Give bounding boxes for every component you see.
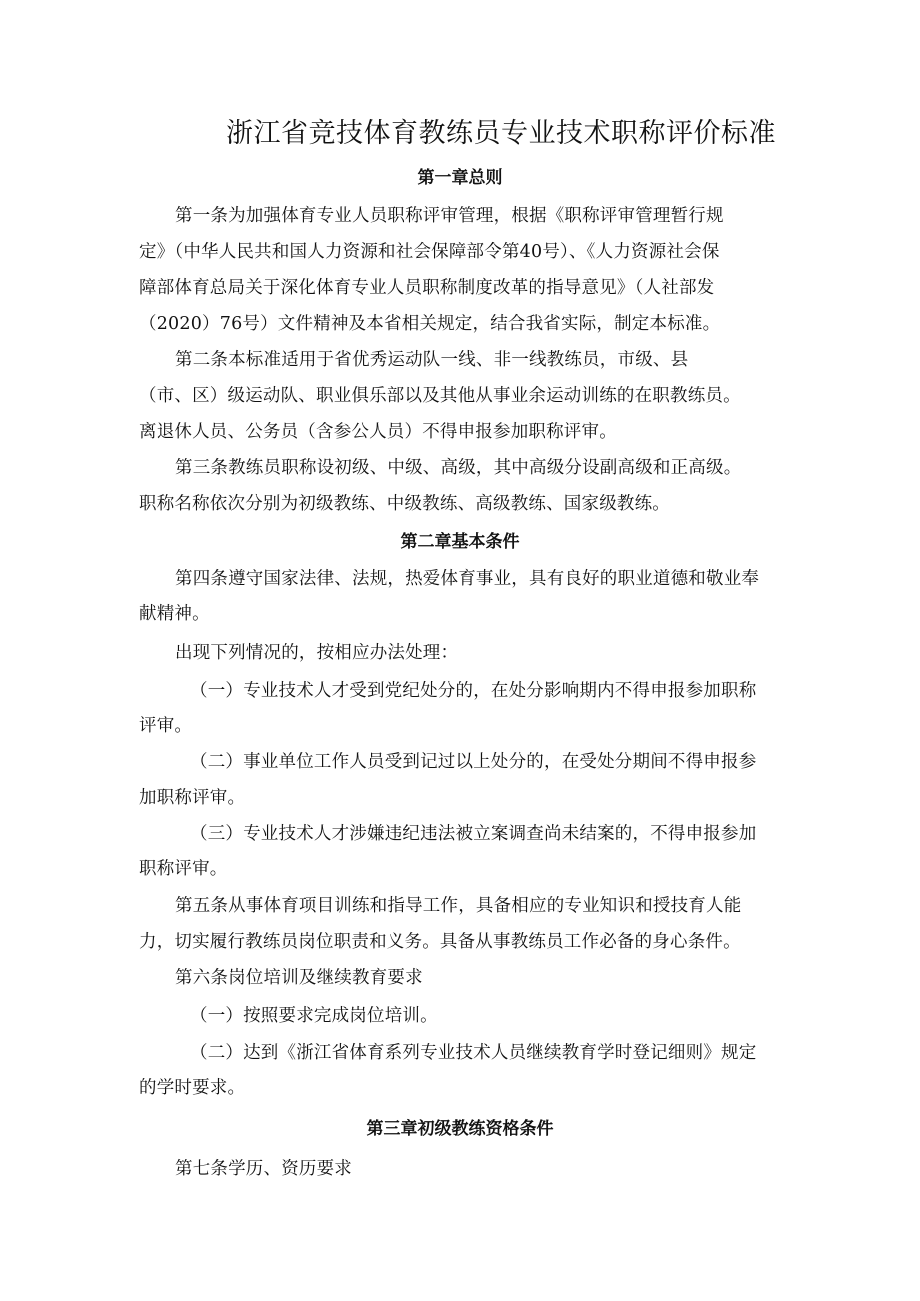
article-4-line: 第四条遵守国家法律、法规，热爱体育事业，具有良好的职业道德和敬业奉 [175, 569, 760, 589]
chapter-3-heading: 第三章初级教练资格条件 [366, 1119, 554, 1139]
article-4-line: 献精神。 [139, 604, 210, 624]
article-7-line: 第七条学历、资历要求 [175, 1159, 352, 1179]
article-5-line: 第五条从事体育项目训练和指导工作，具备相应的专业知识和授技育人能 [175, 896, 742, 916]
article-4-intro: 出现下列情况的，按相应办法处理： [175, 643, 459, 663]
article-2-line: （市、区）级运动队、职业俱乐部以及其他从事业余运动训练的在职教练员。 [139, 386, 741, 406]
training-item-2-line: （二）达到《浙江省体育系列专业技术人员继续教育学时登记细则》规定 [190, 1043, 757, 1063]
item-2-line: 加职称评审。 [139, 788, 246, 808]
document-title: 浙江省竞技体育教练员专业技术职称评价标准 [226, 118, 776, 149]
article-3-line: 职称名称依次分别为初级教练、中级教练、高级教练、国家级教练。 [139, 494, 670, 514]
article-2-line: 离退休人员、公务员（含参公人员）不得申报参加职称评审。 [139, 422, 617, 442]
article-2-line: 第二条本标准适用于省优秀运动队一线、非一线教练员，市级、县 [175, 350, 689, 370]
item-3-line: （三）专业技术人才涉嫌违纪违法被立案调查尚未结案的，不得申报参加 [190, 824, 757, 844]
article-3-line: 第三条教练员职称设初级、中级、高级，其中高级分设副高级和正高级。 [175, 458, 742, 478]
article-1-line: 定》（中华人民共和国人力资源和社会保障部令第40号）、《人力资源社会保 [139, 242, 720, 262]
article-6-line: 第六条岗位培训及继续教育要求 [175, 968, 423, 988]
item-3-line: 职称评审。 [139, 859, 228, 879]
article-1-line: 障部体育总局关于深化体育专业人员职称制度改革的指导意见》（人社部发 [139, 278, 715, 298]
item-1-line: 评审。 [139, 716, 193, 736]
chapter-2-heading: 第二章基本条件 [400, 532, 520, 552]
article-5-line: 力，切实履行教练员岗位职责和义务。具备从事教练员工作必备的身心条件。 [139, 932, 741, 952]
item-1-line: （一）专业技术人才受到党纪处分的，在处分影响期内不得申报参加职称 [190, 681, 757, 701]
article-1-line: 第一条为加强体育专业人员职称评审管理，根据《职称评审管理暂行规 [175, 206, 724, 226]
item-2-line: （二）事业单位工作人员受到记过以上处分的，在受处分期间不得申报参 [190, 752, 757, 772]
training-item-1: （一）按照要求完成岗位培训。 [190, 1006, 438, 1026]
article-1-line: （2020）76号）文件精神及本省相关规定，结合我省实际，制定本标准。 [139, 314, 721, 334]
chapter-1-heading: 第一章总则 [417, 168, 503, 188]
training-item-2-line: 的学时要求。 [139, 1078, 246, 1098]
